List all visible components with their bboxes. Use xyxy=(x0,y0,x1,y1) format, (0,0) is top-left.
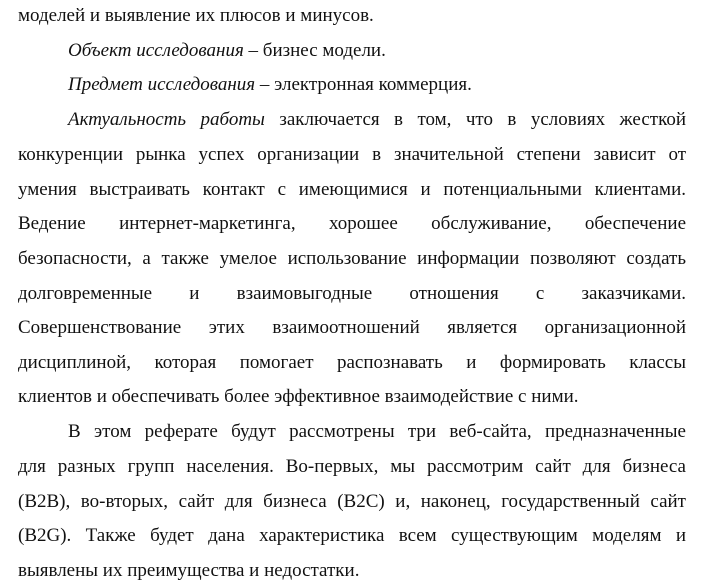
text-line: В этом реферате будут рассмотрены три веб-сайта, предназначенные xyxy=(68,421,686,442)
text-line: моделей и выявление их плюсов и минусов. xyxy=(18,5,374,26)
text-line: Ведение интернет-маркетинга, хорошее обслуживание, обеспечение xyxy=(18,213,686,234)
paragraph-relevance xyxy=(68,108,686,132)
text-line: выявлены их преимущества и недостатки. xyxy=(18,560,360,581)
text-line: – электронная коммерция. xyxy=(255,74,472,95)
text-line: для разных групп населения. Во-первых, мы рассмотрим сайт для бизнеса xyxy=(18,456,686,477)
text-line: дисциплиной, которая помогает распознавать и формировать классы xyxy=(18,352,686,373)
term-relevance: Актуальность работы xyxy=(68,109,265,130)
paragraph-object xyxy=(68,39,686,63)
text-line: конкуренции рынка успех организации в значительной степени зависит от xyxy=(18,144,686,165)
text-line: безопасности, а также умелое использование информации позволяют создать xyxy=(18,248,686,269)
text-line: (B2B), во-вторых, сайт для бизнеса (B2C) и, наконец, государственный сайт xyxy=(18,491,686,512)
text-line: умения выстраивать контакт с имеющимися и потенциальными клиентами. xyxy=(18,179,686,200)
text-line: клиентов и обеспечивать более эффективное взаимодействие с ними. xyxy=(18,386,579,407)
text-line: – бизнес модели. xyxy=(243,40,386,61)
text-line: Совершенствование этих взаимоотношений является организационной xyxy=(18,317,686,338)
text-line: (B2G). Также будет дана характеристика всем существующим моделям и xyxy=(18,525,686,546)
text-line: долговременные и взаимовыгодные отношения с заказчиками. xyxy=(18,283,686,304)
term-object: Объект исследования xyxy=(68,40,244,61)
paragraph-subject xyxy=(68,73,686,97)
term-subject: Предмет исследования xyxy=(68,74,256,95)
text-line: заключается в том, что в условиях жесткой xyxy=(264,109,686,130)
